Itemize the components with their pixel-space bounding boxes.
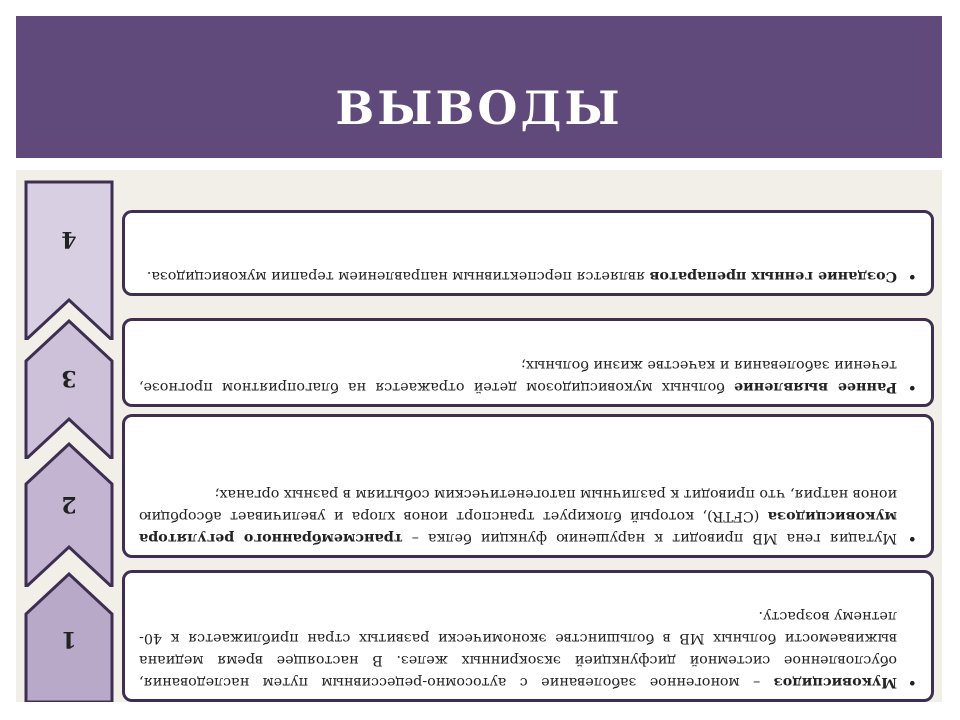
conclusion-box-2 — [122, 414, 934, 558]
step-chevron-2 — [24, 442, 114, 587]
bullet-icon: • — [907, 378, 917, 397]
step-chevron-3 — [24, 319, 114, 459]
step-number-1: 1 — [61, 626, 77, 652]
step-chevron-1 — [24, 572, 114, 702]
conclusion-text-2: • Мутация гена МВ приводит к нарушению функции белка – трансмембранного регулятора муковисцидоза (CFTR), который блокирует транспорт ионов хлора и увеличивает абсорбцию ионов натрия, что приводит к различным патогенетическим событиям в разных органах; — [138, 486, 917, 548]
title-banner — [16, 16, 942, 158]
conclusion-box-1 — [122, 570, 934, 702]
slide-title: ВЫВОДЫ — [335, 81, 623, 135]
bullet-icon: • — [907, 673, 917, 692]
step-number-2: 2 — [61, 491, 77, 517]
step-chevron-4 — [24, 180, 114, 340]
conclusion-box-3 — [122, 318, 934, 407]
conclusions-list — [16, 170, 942, 702]
step-number-3: 3 — [61, 365, 77, 391]
conclusion-text-1: • Муковисцидоз – моногенное заболевание с аутосомно-рецессивным путем наследования, обусловленное системной дисфункцией экзокринных желез. В настоящее время медиана выживаемости больных МВ в большинстве экономически развитых стран приближается к 40-летнему возрасту. — [139, 608, 917, 692]
conclusion-text-3: • Раннее выявление больных муковисцидозом детей отражается на благоприятном прогнозе, течении заболевания и качестве жизни больных; — [138, 357, 917, 397]
step-number-4: 4 — [61, 226, 77, 252]
conclusion-text-4: • Создание генных препаратов является перспективным направлением терапии муковисцидоза. — [146, 267, 917, 286]
bullet-icon: • — [907, 529, 917, 548]
conclusion-box-4 — [122, 210, 934, 296]
bullet-icon: • — [907, 267, 917, 286]
